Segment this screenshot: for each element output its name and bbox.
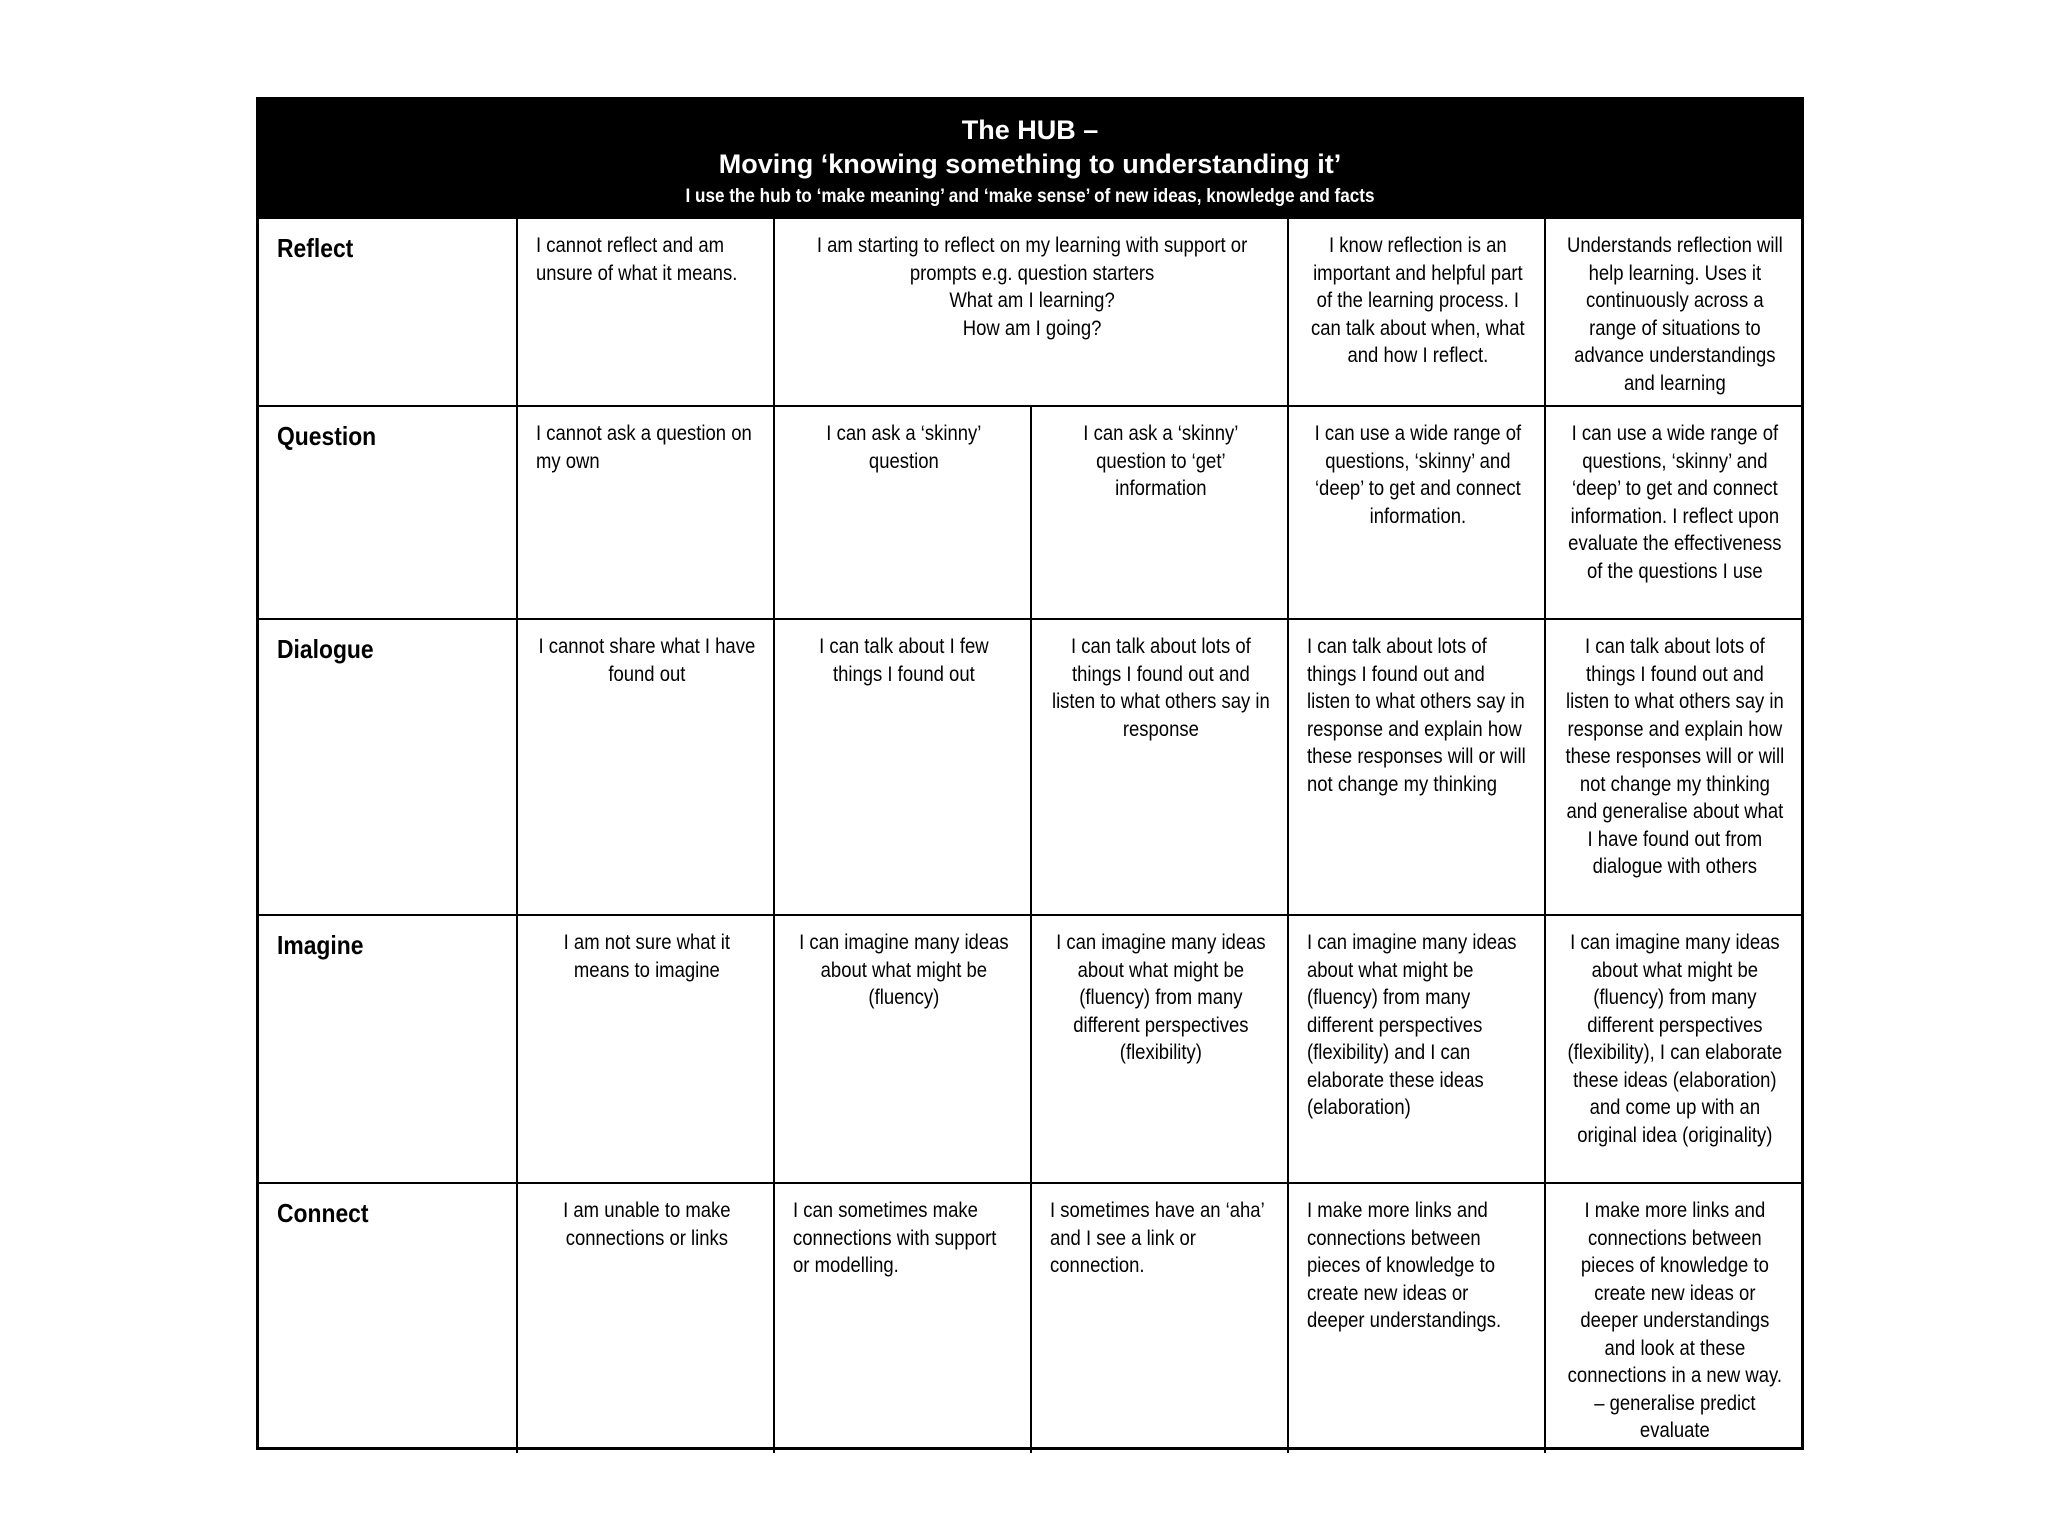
cell-dialogue-1: I cannot share what I have found out — [517, 619, 774, 915]
cell-dialogue-2: I can talk about I few things I found out — [774, 619, 1031, 915]
row-label-imagine: Imagine — [259, 915, 517, 1183]
row-label-reflect: Reflect — [259, 219, 517, 406]
cell-dialogue-4: I can talk about lots of things I found out and listen to what others say in response and explain how these responses will or will not change my thinking — [1288, 619, 1545, 915]
cell-connect-2: I can sometimes make connections with support or modelling. — [774, 1183, 1031, 1453]
cell-reflect-1: I cannot reflect and am unsure of what it means. — [517, 219, 774, 406]
reflect-2-line-2: What am I learning? — [949, 289, 1115, 312]
cell-connect-4: I make more links and connections between pieces of knowledge to create new ideas or deeper understandings. — [1288, 1183, 1545, 1453]
row-label-question: Question — [259, 406, 517, 619]
reflect-2-line-3: How am I going? — [962, 316, 1102, 340]
cell-connect-3: I sometimes have an ‘aha’ and I see a link or connection. — [1031, 1183, 1288, 1453]
cell-dialogue-3: I can talk about lots of things I found out and listen to what others say in response — [1031, 619, 1288, 915]
rubric-header — [259, 100, 1801, 219]
cell-imagine-2: I can imagine many ideas about what might be (fluency) — [774, 915, 1031, 1183]
row-label-connect: Connect — [259, 1183, 517, 1453]
cell-imagine-1: I am not sure what it means to imagine — [517, 915, 774, 1183]
hub-rubric — [256, 97, 1804, 1450]
reflect-2-line-1: I am starting to reflect on my learning with support or prompts e.g. question starters — [816, 234, 1248, 285]
cell-connect-5: I make more links and connections between pieces of knowledge to create new ideas or deeper understandings and look at these connections in a new way. – generalise predict evaluate — [1545, 1183, 1801, 1453]
row-connect — [259, 1183, 1801, 1453]
rubric-title-line1: The HUB – — [961, 115, 1099, 145]
cell-question-2: I can ask a ‘skinny’ question — [774, 406, 1031, 619]
row-label-dialogue: Dialogue — [259, 619, 517, 915]
row-imagine — [259, 915, 1801, 1183]
cell-dialogue-5: I can talk about lots of things I found out and listen to what others say in response and explain how these responses will or will not change my thinking and generalise about what I have found out from dialogue with others — [1545, 619, 1801, 915]
row-reflect — [259, 219, 1801, 406]
cell-imagine-3: I can imagine many ideas about what might be (fluency) from many different perspectives (flexibility) — [1031, 915, 1288, 1183]
cell-question-5: I can use a wide range of questions, ‘skinny’ and ‘deep’ to get and connect information. I reflect upon evaluate the effectiveness of the questions I use — [1545, 406, 1801, 619]
cell-question-4: I can use a wide range of questions, ‘skinny’ and ‘deep’ to get and connect information. — [1288, 406, 1545, 619]
cell-imagine-4: I can imagine many ideas about what might be (fluency) from many different perspectives (flexibility) and I can elaborate these ideas (elaboration) — [1288, 915, 1545, 1183]
cell-reflect-2 — [774, 219, 1288, 406]
cell-question-1: I cannot ask a question on my own — [517, 406, 774, 619]
cell-question-3: I can ask a ‘skinny’ question to ‘get’ information — [1031, 406, 1288, 619]
cell-connect-1: I am unable to make connections or links — [517, 1183, 774, 1453]
row-question — [259, 406, 1801, 619]
rubric-table — [259, 219, 1801, 1453]
row-dialogue — [259, 619, 1801, 915]
cell-reflect-3: I know reflection is an important and helpful part of the learning process. I can talk about when, what and how I reflect. — [1288, 219, 1545, 406]
rubric-title-line2: Moving ‘knowing something to understanding it’ — [718, 149, 1342, 179]
cell-imagine-5: I can imagine many ideas about what might be (fluency) from many different perspectives (flexibility), I can elaborate these ideas (elaboration) and come up with an original idea (originality) — [1545, 915, 1801, 1183]
cell-reflect-4: Understands reflection will help learning. Uses it continuously across a range of situations to advance understandings and learning — [1545, 219, 1801, 406]
rubric-subtitle: I use the hub to ‘make meaning’ and ‘make sense’ of new ideas, knowledge and facts — [685, 186, 1375, 207]
